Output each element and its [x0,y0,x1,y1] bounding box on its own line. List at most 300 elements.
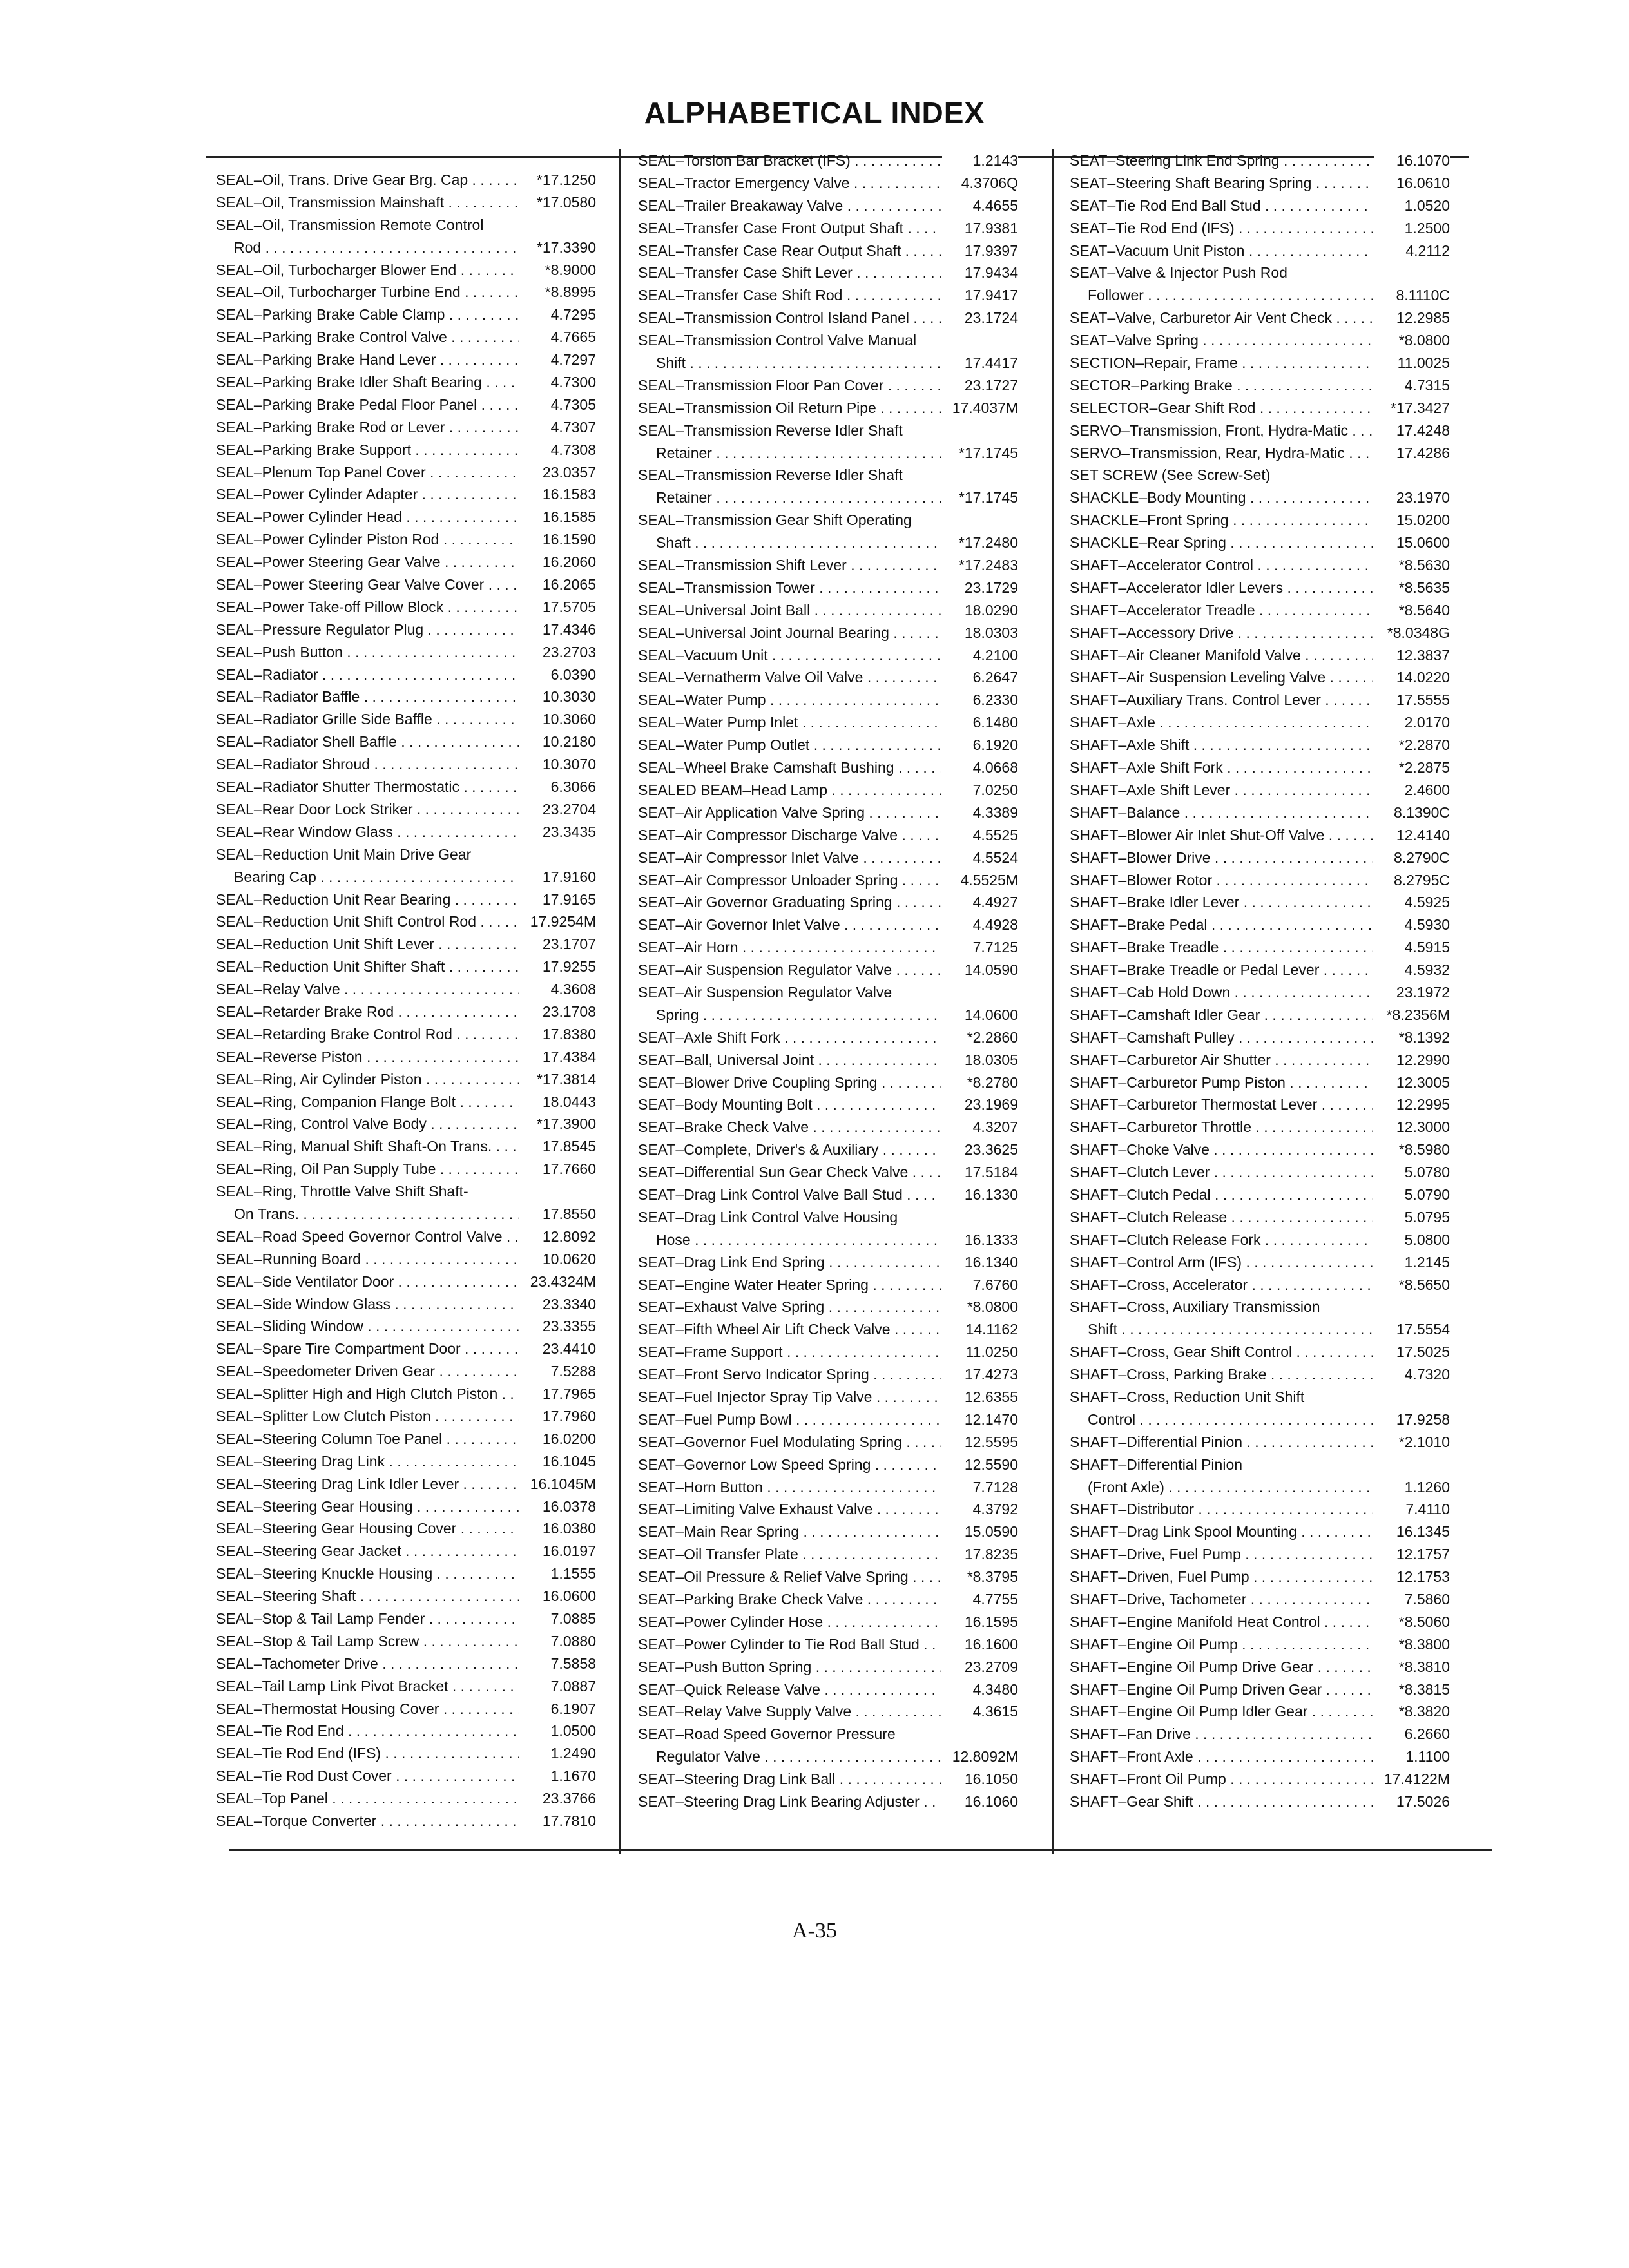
index-entry [1070,959,1450,981]
entry-reference-number: 16.1590 [520,528,596,551]
entry-reference-number: 4.7295 [520,303,596,326]
entry-reference-number: 16.0600 [520,1585,596,1608]
index-entry [216,191,596,214]
entry-reference-number: 4.3389 [942,802,1018,824]
index-entry [638,1408,1018,1431]
entry-reference-number: 23.1972 [1374,981,1450,1004]
index-entry [216,1720,596,1742]
entry-reference-number: 14.0590 [942,959,1018,981]
index-entry [638,1296,1018,1318]
entry-reference-number: 6.1480 [942,711,1018,734]
entry-name: SEAL–Water Pump . . . [638,689,941,711]
index-entry [1070,284,1450,307]
entry-reference-number: 10.2180 [520,731,596,753]
index-entry [1070,419,1450,442]
index-entry [638,1588,1018,1611]
index-entry [638,374,1018,397]
entry-name: SEAL–Ring, Manual Shift Shaft-On Trans. . . . [216,1135,519,1158]
entry-reference-number: *17.2480 [942,532,1018,554]
index-entry [216,1383,596,1405]
entry-name: SHAFT–Drive, Fuel Pump . . . [1070,1543,1373,1566]
entry-reference-number: 4.5525 [942,824,1018,847]
index-entry [1070,352,1450,374]
entry-name: SEAT–Valve & Injector Push Rod [1070,264,1287,282]
index-entry [638,1521,1018,1543]
entry-reference-number: 23.3355 [520,1315,596,1338]
entry-name: SEAT–Air Suspension Regulator Valve . . . [638,959,941,981]
entry-reference-number: 4.7300 [520,371,596,394]
entry-name: SEAL–Tractor Emergency Valve . . . [638,172,941,195]
index-entry [638,509,1018,532]
entry-name: SEAL–Steering Column Toe Panel . . . [216,1428,519,1450]
index-entry [638,1093,1018,1116]
entry-name: SHAFT–Carburetor Throttle . . . [1070,1116,1373,1139]
entry-reference-number: *17.1745 [942,442,1018,465]
entry-name: SEAT–Air Compressor Discharge Valve . . . [638,824,941,847]
entry-name: SHAFT–Cross, Reduction Unit Shift [1070,1388,1305,1405]
index-entry [1070,1318,1450,1341]
entry-name: SHAFT–Camshaft Idler Gear . . . [1070,1004,1373,1026]
entry-reference-number: 23.1729 [942,577,1018,599]
entry-name: SEAL–Sliding Window . . . [216,1315,519,1338]
entry-reference-number: *8.9000 [520,259,596,282]
entry-reference-number: 17.4346 [520,619,596,641]
index-entry [1070,577,1450,599]
index-entry [638,577,1018,599]
entry-reference-number: *17.3427 [1374,397,1450,419]
entry-name: SEAL–Oil, Transmission Remote Control [216,216,484,233]
index-entry [216,686,596,708]
index-entry [216,1203,596,1225]
entry-name: SELECTOR–Gear Shift Rod . . . [1070,397,1373,419]
index-entry [1070,1791,1450,1813]
index-entry [638,1611,1018,1633]
entry-reference-number: 6.2647 [942,666,1018,689]
entry-name: SHAFT–Blower Rotor . . . [1070,869,1373,892]
index-entry [638,644,1018,667]
index-entry [1070,1161,1450,1184]
entry-name: SEAL–Tail Lamp Link Pivot Bracket . . . [216,1675,519,1698]
entry-reference-number: *17.0580 [520,191,596,214]
entry-name: SHAFT–Air Cleaner Manifold Valve . . . [1070,644,1373,667]
entry-name: SEAL–Stop & Tail Lamp Screw . . . [216,1630,519,1653]
index-entry [638,599,1018,622]
entry-name: SEAL–Transmission Tower . . . [638,577,941,599]
entry-reference-number: 16.0197 [520,1540,596,1562]
index-entry [1070,1049,1450,1072]
entry-reference-number: 5.0790 [1374,1184,1450,1206]
entry-reference-number: *8.3820 [1374,1700,1450,1723]
entry-name: SEAT–Front Servo Indicator Spring . . . [638,1363,941,1386]
index-entry [1070,1341,1450,1363]
entry-name: SHAFT–Brake Treadle or Pedal Lever . . . [1070,959,1373,981]
index-entry [638,689,1018,711]
entry-name: SHAFT–Cross, Gear Shift Control . . . [1070,1341,1373,1363]
entry-reference-number: 12.5590 [942,1454,1018,1476]
entry-name: SHAFT–Engine Oil Pump Drive Gear . . . [1070,1656,1373,1678]
entry-reference-number: 4.7307 [520,416,596,439]
index-entry [1070,1026,1450,1049]
index-entry [216,1698,596,1720]
entry-reference-number: 17.7965 [520,1383,596,1405]
index-entry [638,959,1018,981]
entry-name: SEAL–Oil, Trans. Drive Gear Brg. Cap . . . [216,169,519,191]
index-entry [1070,1678,1450,1701]
entry-name: SEAT–Steering Shaft Bearing Spring . . . [1070,172,1373,195]
index-entry [638,1363,1018,1386]
entry-reference-number: 17.4037M [942,397,1018,419]
index-entry [216,394,596,416]
entry-name: (Front Axle) . . . [1070,1476,1373,1499]
index-entry [638,981,1018,1004]
entry-reference-number: 17.7660 [520,1158,596,1180]
entry-name: SHAFT–Drag Link Spool Mounting . . . [1070,1521,1373,1543]
index-column-1 [216,169,596,1832]
entry-reference-number: 17.9417 [942,284,1018,307]
entry-name: SEAL–Reduction Unit Shift Control Rod . . . [216,910,519,933]
entry-name: SEAL–Splitter High and High Clutch Piston . . . [216,1383,519,1405]
entry-name: SEAT–Engine Water Heater Spring . . . [638,1274,941,1296]
entry-name: Rod . . . [216,236,519,259]
entry-name: SEAL–Plenum Top Panel Cover . . . [216,461,519,484]
index-entry [638,1161,1018,1184]
entry-reference-number: 6.2330 [942,689,1018,711]
entry-name: On Trans. . . . [216,1203,519,1225]
index-entry [216,1562,596,1585]
entry-name: SEAL–Steering Drag Link . . . [216,1450,519,1473]
entry-reference-number: 7.6760 [942,1274,1018,1296]
entry-name: SHAFT–Cross, Auxiliary Transmission [1070,1298,1320,1316]
entry-reference-number: *17.3390 [520,236,596,259]
index-entry [1070,1543,1450,1566]
entry-reference-number: 8.1110C [1374,284,1450,307]
index-entry [1070,936,1450,959]
index-entry [216,1158,596,1180]
index-entry [216,1225,596,1248]
entry-name: SHAFT–Balance . . . [1070,802,1373,824]
entry-reference-number: 7.0250 [942,779,1018,802]
index-entry [216,978,596,1001]
entry-reference-number: *2.1010 [1374,1431,1450,1454]
entry-reference-number: 16.0378 [520,1495,596,1518]
entry-reference-number: 12.3000 [1374,1116,1450,1139]
entry-name: SEAL–Transmission Reverse Idler Shaft [638,466,903,484]
entry-name: SEAT–Drag Link Control Valve Housing [638,1208,898,1225]
entry-reference-number: 23.3625 [942,1139,1018,1161]
entry-name: SHAFT–Fan Drive . . . [1070,1723,1373,1745]
entry-reference-number: *17.1250 [520,169,596,191]
entry-name: SEAL–Steering Knuckle Housing . . . [216,1562,519,1585]
entry-name: SERVO–Transmission, Rear, Hydra-Matic . . . [1070,442,1373,465]
entry-reference-number: 10.3070 [520,753,596,776]
entry-name: SEAL–Ring, Throttle Valve Shift Shaft- [216,1183,468,1200]
entry-reference-number: 16.0200 [520,1428,596,1450]
entry-reference-number: 15.0590 [942,1521,1018,1543]
entry-name: SEAT–Oil Pressure & Relief Valve Spring . . . [638,1566,941,1588]
entry-reference-number: *8.0348G [1374,622,1450,644]
entry-reference-number: 1.2145 [1374,1251,1450,1274]
entry-name: Shift . . . [1070,1318,1373,1341]
entry-name: SEAT–Complete, Driver's & Auxiliary . . . [638,1139,941,1161]
entry-reference-number: 4.2112 [1374,240,1450,262]
entry-reference-number: 1.1100 [1374,1745,1450,1768]
entry-name: SEAL–Radiator Shell Baffle . . . [216,731,519,753]
entry-name: SEAT–Vacuum Unit Piston . . . [1070,240,1373,262]
entry-name: SEAT–Push Button Spring . . . [638,1656,941,1678]
index-entry [216,551,596,573]
entry-reference-number: 16.0610 [1374,172,1450,195]
entry-reference-number: 4.3608 [520,978,596,1001]
entry-name: SEAT–Main Rear Spring . . . [638,1521,941,1543]
index-entry [1070,1386,1450,1408]
index-entry [638,486,1018,509]
entry-name: SEAL–Transfer Case Shift Lever . . . [638,262,941,284]
entry-name: SHAFT–Accessory Drive . . . [1070,622,1373,644]
index-entry [216,573,596,596]
entry-reference-number: 16.1600 [942,1633,1018,1656]
entry-reference-number: 17.9165 [520,889,596,911]
entry-reference-number: 4.0668 [942,756,1018,779]
entry-name: SEAT–Fifth Wheel Air Lift Check Valve . . . [638,1318,941,1341]
index-entry [638,1678,1018,1701]
index-entry [216,169,596,191]
index-entry [216,303,596,326]
entry-name: SHAFT–Accelerator Treadle . . . [1070,599,1373,622]
entry-name: SEAT–Exhaust Valve Spring . . . [638,1296,941,1318]
index-entry [216,1450,596,1473]
index-entry [638,914,1018,936]
index-entry [638,1139,1018,1161]
entry-name: SEAL–Side Window Glass . . . [216,1293,519,1316]
entry-reference-number: 4.3480 [942,1678,1018,1701]
index-entry [1070,1116,1450,1139]
index-entry [638,1656,1018,1678]
entry-reference-number: 17.7960 [520,1405,596,1428]
entry-reference-number: *8.8995 [520,281,596,303]
index-entry [1070,1408,1450,1431]
entry-reference-number: 6.3066 [520,776,596,798]
entry-name: Control . . . [1070,1408,1373,1431]
index-entry [638,1476,1018,1499]
entry-name: SECTION–Repair, Frame . . . [1070,352,1373,374]
entry-name: SHAFT–Air Suspension Leveling Valve . . . [1070,666,1373,689]
index-entry [216,1360,596,1383]
entry-reference-number: 1.1260 [1374,1476,1450,1499]
index-entry [216,1540,596,1562]
entry-name: SEAT–Frame Support . . . [638,1341,941,1363]
entry-name: SHAFT–Engine Oil Pump . . . [1070,1633,1373,1656]
entry-reference-number: *8.5650 [1374,1274,1450,1296]
entry-name: SEAL–Reduction Unit Shifter Shaft . . . [216,956,519,978]
index-entry [1070,1274,1450,1296]
entry-reference-number: 4.3207 [942,1116,1018,1139]
entry-name: SHAFT–Blower Air Inlet Shut-Off Valve . . . [1070,824,1373,847]
index-entry [1070,847,1450,869]
entry-name: SEAL–Rear Window Glass . . . [216,821,519,843]
entry-reference-number: 11.0025 [1374,352,1450,374]
entry-name: SEAL–Steering Drag Link Idler Lever . . . [216,1473,519,1495]
index-entry [216,843,596,866]
entry-reference-number: *8.2356M [1374,1004,1450,1026]
entry-name: SEAL–Push Button . . . [216,641,519,664]
index-entry [216,1787,596,1810]
entry-reference-number: 23.3435 [520,821,596,843]
entry-name: SEAL–Oil, Transmission Mainshaft . . . [216,191,519,214]
entry-reference-number: 5.0800 [1374,1229,1450,1251]
index-entry [216,483,596,506]
entry-reference-number: 17.5555 [1374,689,1450,711]
entry-reference-number: 17.9255 [520,956,596,978]
entry-name: SEAL–Steering Gear Housing . . . [216,1495,519,1518]
entry-reference-number: 16.0380 [520,1517,596,1540]
index-entry [638,779,1018,802]
index-entry [216,1765,596,1787]
index-entry [638,1768,1018,1791]
entry-reference-number: 10.0620 [520,1248,596,1271]
entry-reference-number: 1.2490 [520,1742,596,1765]
bottom-rule [229,1849,1492,1851]
index-entry [216,1630,596,1653]
entry-name: SEAL–Radiator Shroud . . . [216,753,519,776]
index-entry [1070,689,1450,711]
index-entry [1070,666,1450,689]
entry-name: SHAFT–Differential Pinion . . . [1070,1431,1373,1454]
entry-reference-number: 14.0220 [1374,666,1450,689]
entry-reference-number: *2.2870 [1374,734,1450,756]
index-entry [1070,981,1450,1004]
entry-name: SEAL–Transmission Control Island Panel . . . [638,307,941,329]
entry-reference-number: 4.2100 [942,644,1018,667]
entry-reference-number: 12.2995 [1374,1093,1450,1116]
entry-reference-number: *2.2860 [942,1026,1018,1049]
index-entry [216,1608,596,1630]
index-entry [638,1049,1018,1072]
entry-name: SHAFT–Clutch Pedal . . . [1070,1184,1373,1206]
index-entry [638,397,1018,419]
entry-name: SHAFT–Brake Idler Lever . . . [1070,891,1373,914]
entry-reference-number: 17.8545 [520,1135,596,1158]
entry-name: SHAFT–Cab Hold Down . . . [1070,981,1373,1004]
entry-reference-number: 23.3340 [520,1293,596,1316]
entry-reference-number: *8.5060 [1374,1611,1450,1633]
entry-reference-number: 5.0795 [1374,1206,1450,1229]
entry-name: SEAL–Stop & Tail Lamp Fender . . . [216,1608,519,1630]
index-entry [1070,1251,1450,1274]
index-entry [216,371,596,394]
entry-reference-number: 12.3837 [1374,644,1450,667]
index-entry [638,1116,1018,1139]
entry-name: SEAL–Parking Brake Idler Shaft Bearing . . . [216,371,519,394]
entry-reference-number: 1.2500 [1374,217,1450,240]
entry-reference-number: *17.3814 [520,1068,596,1091]
index-entry [216,506,596,528]
index-entry [638,217,1018,240]
index-entry [638,1386,1018,1408]
index-entry [1070,1004,1450,1026]
index-entry [638,666,1018,689]
entry-name: SEAT–Tie Rod End Ball Stud . . . [1070,195,1373,217]
index-entry [1070,486,1450,509]
entry-reference-number: 23.2703 [520,641,596,664]
entry-reference-number: 17.4122M [1374,1768,1450,1791]
index-entry [216,1068,596,1091]
index-entry [216,664,596,686]
entry-reference-number: 17.5184 [942,1161,1018,1184]
entry-name: SEAL–Power Cylinder Head . . . [216,506,519,528]
entry-reference-number: 18.0443 [520,1091,596,1113]
index-entry [1070,442,1450,465]
entry-name: SHAFT–Carburetor Pump Piston . . . [1070,1072,1373,1094]
index-entry [216,1517,596,1540]
entry-name: SEAL–Splitter Low Clutch Piston . . . [216,1405,519,1428]
entry-name: SHAFT–Accelerator Control . . . [1070,554,1373,577]
entry-name: SEAL–Parking Brake Rod or Lever . . . [216,416,519,439]
page-title: ALPHABETICAL INDEX [644,96,985,130]
index-entry [638,284,1018,307]
index-entry [1070,397,1450,419]
index-column-3 [1070,149,1450,1813]
entry-reference-number: 17.9434 [942,262,1018,284]
entry-name: SERVO–Transmission, Front, Hydra-Matic . . . [1070,419,1373,442]
index-entry [1070,622,1450,644]
entry-reference-number: 12.2990 [1374,1049,1450,1072]
index-entry [216,1046,596,1068]
entry-name: SEAT–Air Compressor Unloader Spring . . . [638,869,941,892]
index-entry [1070,464,1450,486]
entry-name: SEAT–Relay Valve Supply Valve . . . [638,1700,941,1723]
index-entry [638,711,1018,734]
entry-name: SEAL–Parking Brake Pedal Floor Panel . . . [216,394,519,416]
entry-name: SEAL–Spare Tire Compartment Door . . . [216,1338,519,1360]
entry-name: SEAL–Transmission Oil Return Pipe . . . [638,397,941,419]
index-entry [1070,1454,1450,1476]
index-entry [638,1206,1018,1229]
entry-reference-number: *8.0800 [942,1296,1018,1318]
entry-name: SHAFT–Engine Manifold Heat Control . . . [1070,1611,1373,1633]
index-entry [216,596,596,619]
index-entry [638,1700,1018,1723]
entry-reference-number: 6.1907 [520,1698,596,1720]
entry-reference-number: 17.9381 [942,217,1018,240]
entry-name: SEAL–Torsion Bar Bracket (IFS) . . . [638,149,941,172]
index-entry [638,802,1018,824]
entry-name: SHAFT–Axle Shift . . . [1070,734,1373,756]
entry-reference-number: *8.1392 [1374,1026,1450,1049]
entry-reference-number: 17.8235 [942,1543,1018,1566]
index-entry [638,1454,1018,1476]
entry-name: SHAFT–Cross, Parking Brake . . . [1070,1363,1373,1386]
entry-reference-number: 23.1707 [520,933,596,956]
entry-name: SHAFT–Front Axle . . . [1070,1745,1373,1768]
index-entry [638,1745,1018,1768]
entry-reference-number: *8.5640 [1374,599,1450,622]
entry-name: SHAFT–Brake Treadle . . . [1070,936,1373,959]
entry-name: SEAL–Ring, Companion Flange Bolt . . . [216,1091,519,1113]
entry-reference-number: 12.2985 [1374,307,1450,329]
index-entry [638,936,1018,959]
index-entry [638,891,1018,914]
index-entry [216,1810,596,1832]
index-entry [216,798,596,821]
entry-reference-number: 17.5025 [1374,1341,1450,1363]
entry-name: SEAL–Transmission Control Valve Manual [638,332,917,349]
entry-name: SECTOR–Parking Brake . . . [1070,374,1373,397]
entry-name: SHAFT–Clutch Release Fork . . . [1070,1229,1373,1251]
entry-name: SET SCREW (See Screw-Set) [1070,466,1271,484]
entry-reference-number: 16.1045M [520,1473,596,1495]
entry-reference-number: 16.1583 [520,483,596,506]
index-entry [638,172,1018,195]
